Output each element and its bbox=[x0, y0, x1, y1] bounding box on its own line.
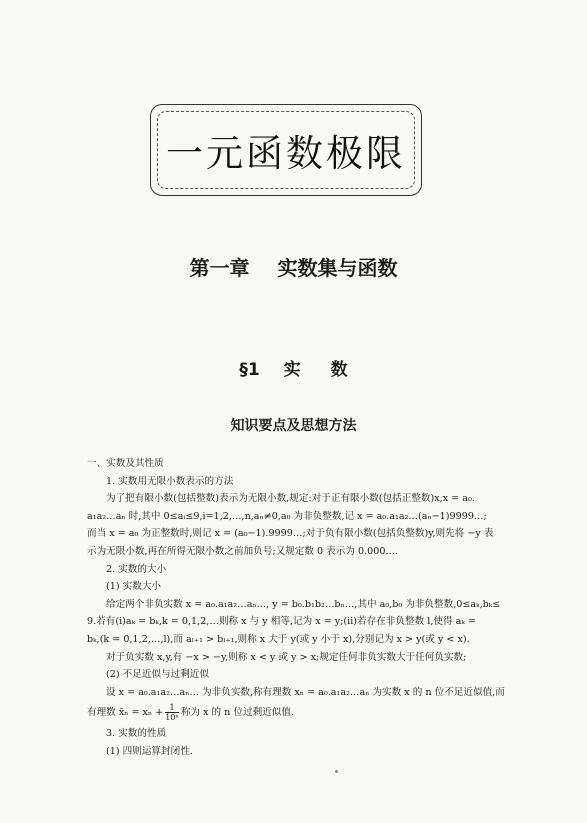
paragraph-line: 9.若有(ⅰ)aₖ = bₖ,k = 0,1,2,…则称 x 与 y 相等,记为 x = y;(ⅱ)若存在非负整数 l,使得 aₖ = bbox=[87, 616, 476, 628]
title-frame bbox=[150, 104, 422, 196]
paragraph-line: a₁a₂…aₙ 时,其中 0≤aᵢ≤9,i=1,2,…,n,aₙ≠0,a₀ 为非负整数,记 x = a₀.a₁a₂…(aₙ−1)9999…; bbox=[87, 510, 487, 522]
paragraph-line: 给定两个非负实数 x = a₀.a₁a₂…aₙ…, y = b₀.b₁b₂…bₙ…,其中 a₀,b₀ 为非负整数,0≤aₖ,bₖ≤ bbox=[106, 598, 501, 610]
subitem-heading: (1) 实数大小 bbox=[106, 581, 162, 593]
formula-line bbox=[87, 701, 547, 725]
chapter-title: 实数集与函数 bbox=[277, 256, 398, 280]
heading-real-numbers: 一、实数及其性质 bbox=[87, 458, 164, 469]
subheading: 知识要点及思想方法 bbox=[230, 418, 357, 434]
chapter-heading bbox=[0, 252, 587, 281]
formula-prefix: 有理数 x̄ₙ = xₙ + bbox=[87, 707, 164, 719]
section-title-b: 数 bbox=[330, 360, 348, 380]
fraction-denominator: 10ⁿ bbox=[165, 713, 179, 723]
fraction bbox=[165, 703, 179, 722]
formula-suffix: 称为 x 的 n 位过剩近似值. bbox=[180, 707, 295, 719]
section-mark: §1 bbox=[239, 360, 260, 380]
book-title: 一元函数极限 bbox=[166, 132, 406, 175]
section-title-a: 实 bbox=[283, 360, 301, 380]
chapter-number: 第一章 bbox=[189, 256, 250, 280]
paragraph-line: 示为无限小数,再在所得无限小数之前加负号;又规定数 0 表示为 0.000…. bbox=[87, 545, 399, 557]
scan-speck bbox=[335, 770, 338, 773]
section-heading bbox=[0, 355, 587, 380]
paragraph-line: 设 x = a₀.a₁a₂…aₙ… 为非负实数,称有理数 xₙ = a₀.a₁a₂…aₙ 为实数 x 的 n 位不足近似值,而 bbox=[106, 686, 505, 698]
item-1-heading: 1. 实数用无限小数表示的方法 bbox=[106, 475, 234, 487]
paragraph-line: bₖ,(k = 0,1,2,…,l),而 aₗ₊₁ > bₗ₊₁,则称 x 大于 y(或 y 小于 x),分别记为 x > y(或 y < x). bbox=[87, 633, 470, 645]
item-2-heading: 2. 实数的大小 bbox=[106, 563, 167, 575]
paragraph-line: 对于负实数 x,y,有 −x > −y,则称 x < y 或 y > x;规定任何非负实数大于任何负实数; bbox=[106, 651, 467, 663]
paragraph-line: 为了把有限小数(包括整数)表示为无限小数,规定:对于正有限小数(包括正整数)x,x = a₀. bbox=[106, 493, 475, 505]
subitem-heading: (2) 不足近似与过剩近似 bbox=[106, 669, 209, 681]
paragraph-line: 而当 x = a₀ 为正整数时,则记 x = (a₀−1).9999…;对于负有限小数(包括负整数)y,则先将 −y 表 bbox=[87, 528, 494, 540]
fraction-numerator: 1 bbox=[165, 703, 179, 713]
body-text bbox=[87, 455, 547, 761]
item-3-heading: 3. 实数的性质 bbox=[106, 728, 167, 740]
title-frame-inner bbox=[157, 111, 415, 189]
subitem-heading: (1) 四则运算封闭性. bbox=[106, 745, 193, 757]
